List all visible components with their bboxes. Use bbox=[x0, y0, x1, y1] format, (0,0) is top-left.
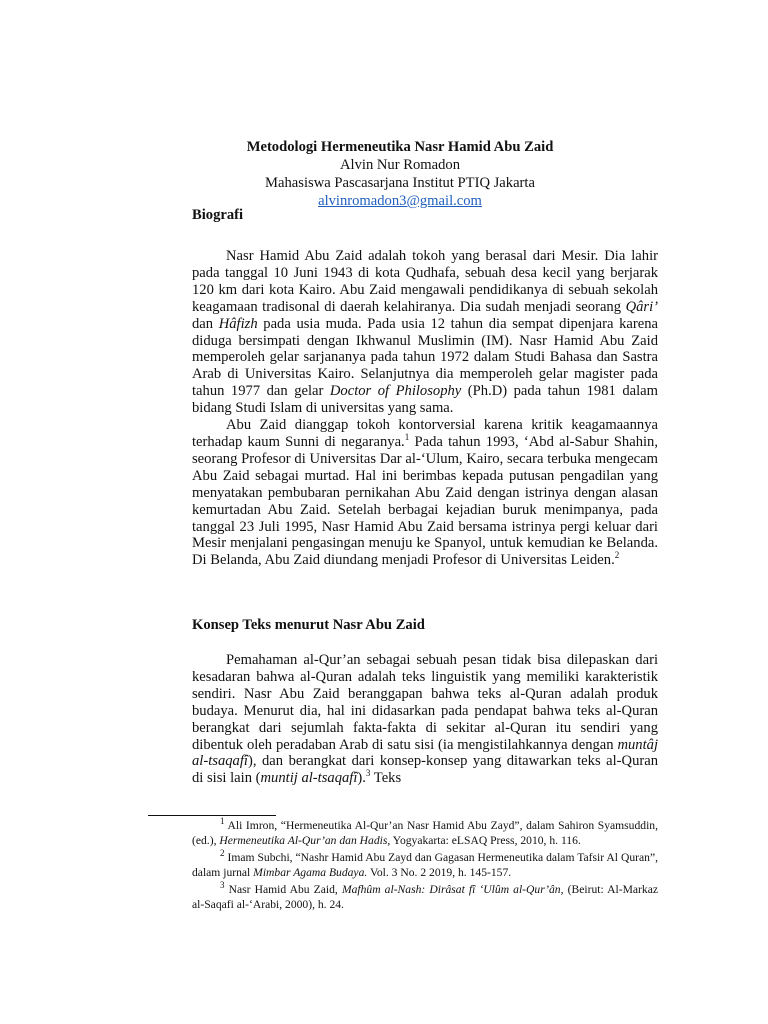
text-span: Nasr Hamid Abu Zaid, bbox=[224, 882, 342, 896]
author-name: Alvin Nur Romadon bbox=[340, 157, 460, 173]
footnote-2 bbox=[192, 847, 658, 881]
paragraph-2 bbox=[192, 417, 658, 569]
footnote-number: 1 bbox=[220, 816, 225, 827]
text-span: Imam Subchi, “Nashr Hamid Abu Zayd dan Gagasan Hermeneutika dalam Tafsir Al Quran”, dalam jurnal bbox=[192, 850, 658, 880]
text-span: Nasr Hamid Abu Zaid adalah tokoh yang berasal dari Mesir. Dia lahir pada tanggal 10 Juni 1943 di kota Qudhafa, sebuah desa kecil yang berjarak 120 km dari kota Kairo. Abu Zaid mengawali pendidikanya di sebuah sekolah keagamaan tradisonal di daerah kelahiranya. Dia sudah menjadi seorang bbox=[192, 248, 658, 315]
document-title: Metodologi Hermeneutika Nasr Hamid Abu Zaid bbox=[246, 139, 554, 155]
italic-title: Mimbar Agama Budaya. bbox=[253, 866, 368, 880]
text-span: pada usia muda. Pada usia 12 tahun dia sempat dipenjara karena diduga bersimpati dengan Ikhwanul Muslimin (IM). Nasr Hamid Abu Zaid memperoleh gelar sarjananya pada tahun 1972 dalam Studi Bahasa dan Sastra Arab di Universitas Kairo. Selanjutnya dia memperoleh gelar magister pada tahun 1977 dan gelar bbox=[192, 315, 658, 400]
footnote-ref-2[interactable]: 2 bbox=[614, 550, 620, 561]
biografi-section bbox=[192, 248, 658, 569]
footnote-ref-3[interactable]: 3 bbox=[365, 768, 371, 779]
text-span: ). bbox=[357, 770, 366, 787]
text-span: Ali Imron, “Hermeneutika Al-Qur’an Nasr Hamid Abu Zayd”, dalam Sahiron Syamsuddin, (ed.), bbox=[192, 819, 658, 848]
text-span: (Beirut: Al-Markaz al-Saqafi al-‘Arabi, 2000), h. 24. bbox=[192, 882, 658, 912]
document-header bbox=[150, 138, 650, 210]
italic-term: muntij al-tsaqafî bbox=[260, 770, 358, 787]
text-span: (Ph.D) pada tahun 1981 dalam bidang Studi Islam di universitas yang sama. bbox=[192, 383, 658, 417]
italic-term: Hâfizh bbox=[218, 315, 258, 332]
italic-title: Hermeneutika Al-Qur’an dan Hadis, bbox=[219, 834, 391, 848]
italic-term: Qâri’ bbox=[625, 298, 658, 315]
section-heading-biografi: Biografi bbox=[192, 207, 244, 223]
footnote-1 bbox=[192, 818, 658, 849]
italic-term: muntâj al-tsaqafî bbox=[192, 736, 658, 770]
footnote-number: 3 bbox=[220, 879, 225, 890]
text-span: Vol. 3 No. 2 2019, h. 145-157. bbox=[367, 866, 512, 880]
footnote-ref-1[interactable]: 1 bbox=[404, 432, 410, 443]
italic-title: Mafhûm al-Nash: Dirâsat fî ‘Ulûm al-Qur’ân, bbox=[341, 882, 564, 896]
author-affiliation: Mahasiswa Pascasarjana Institut PTIQ Jakarta bbox=[265, 175, 535, 191]
footnote-separator bbox=[148, 815, 276, 816]
text-span: Pemahaman al-Qur’an sebagai sebuah pesan tidak bisa dilepaskan dari kesadaran bahwa al-Quran adalah teks linguistik yang memiliki karakteristik sendiri. Nasr Abu Zaid beranggapan bahwa teks al-Quran adalah produk budaya. Menurut dia, hal ini didasarkan pada pendapat bahwa teks al-Quran berangkat dari sejumlah fakta-fakta di sekitar al-Quran itu sendiri yang dibentuk oleh peradaban Arab di satu sisi (ia mengistilahkannya dengan bbox=[192, 652, 658, 753]
text-span: Pada tahun 1993, ‘Abd al-Sabur Shahin, seorang Profesor di Universitas Dar al-‘Ulum, Kairo, secara terbuka mengecam Abu Zaid sebagai murtad. Hal ini berimbas kepada putusan pengadilan yang menyatakan pembubaran pernikahan Abu Zaid dengan istrinya dengan alasan kemurtadan Abu Zaid. Setelah berbagai kejadian buruk menimpanya, pada tanggal 23 Juli 1995, Nasr Hamid Abu Zaid bersama istrinya pergi keluar dari Mesir menjalani pengasingan menuju ke Spanyol, untuk kemudian ke Belanda. Di Belanda, Abu Zaid diundang menjadi Profesor di Universitas Leiden. bbox=[192, 433, 659, 569]
text-span: Teks bbox=[370, 770, 402, 787]
text-span: ), dan berangkat dari konsep-konsep yang ditawarkan teks al-Quran di sisi lain ( bbox=[192, 753, 658, 787]
text-span: Yogyakarta: eLSAQ Press, 2010, h. 116. bbox=[390, 834, 581, 848]
section-heading-konsep: Konsep Teks menurut Nasr Abu Zaid bbox=[192, 617, 425, 633]
paragraph-3 bbox=[192, 652, 658, 787]
italic-term: Doctor of Philosophy bbox=[329, 383, 462, 400]
footnote-3 bbox=[192, 879, 658, 913]
konsep-section bbox=[192, 652, 658, 787]
footnotes bbox=[192, 818, 658, 913]
paragraph-1 bbox=[192, 248, 658, 417]
footnote-number: 2 bbox=[220, 847, 225, 858]
text-span: dan bbox=[192, 315, 219, 332]
text-span: Abu Zaid dianggap tokoh kontorversial karena kritik keagamaannya terhadap kaum Sunni di negaranya. bbox=[192, 417, 658, 450]
author-email-link[interactable]: alvinromadon3@gmail.com bbox=[318, 193, 482, 209]
